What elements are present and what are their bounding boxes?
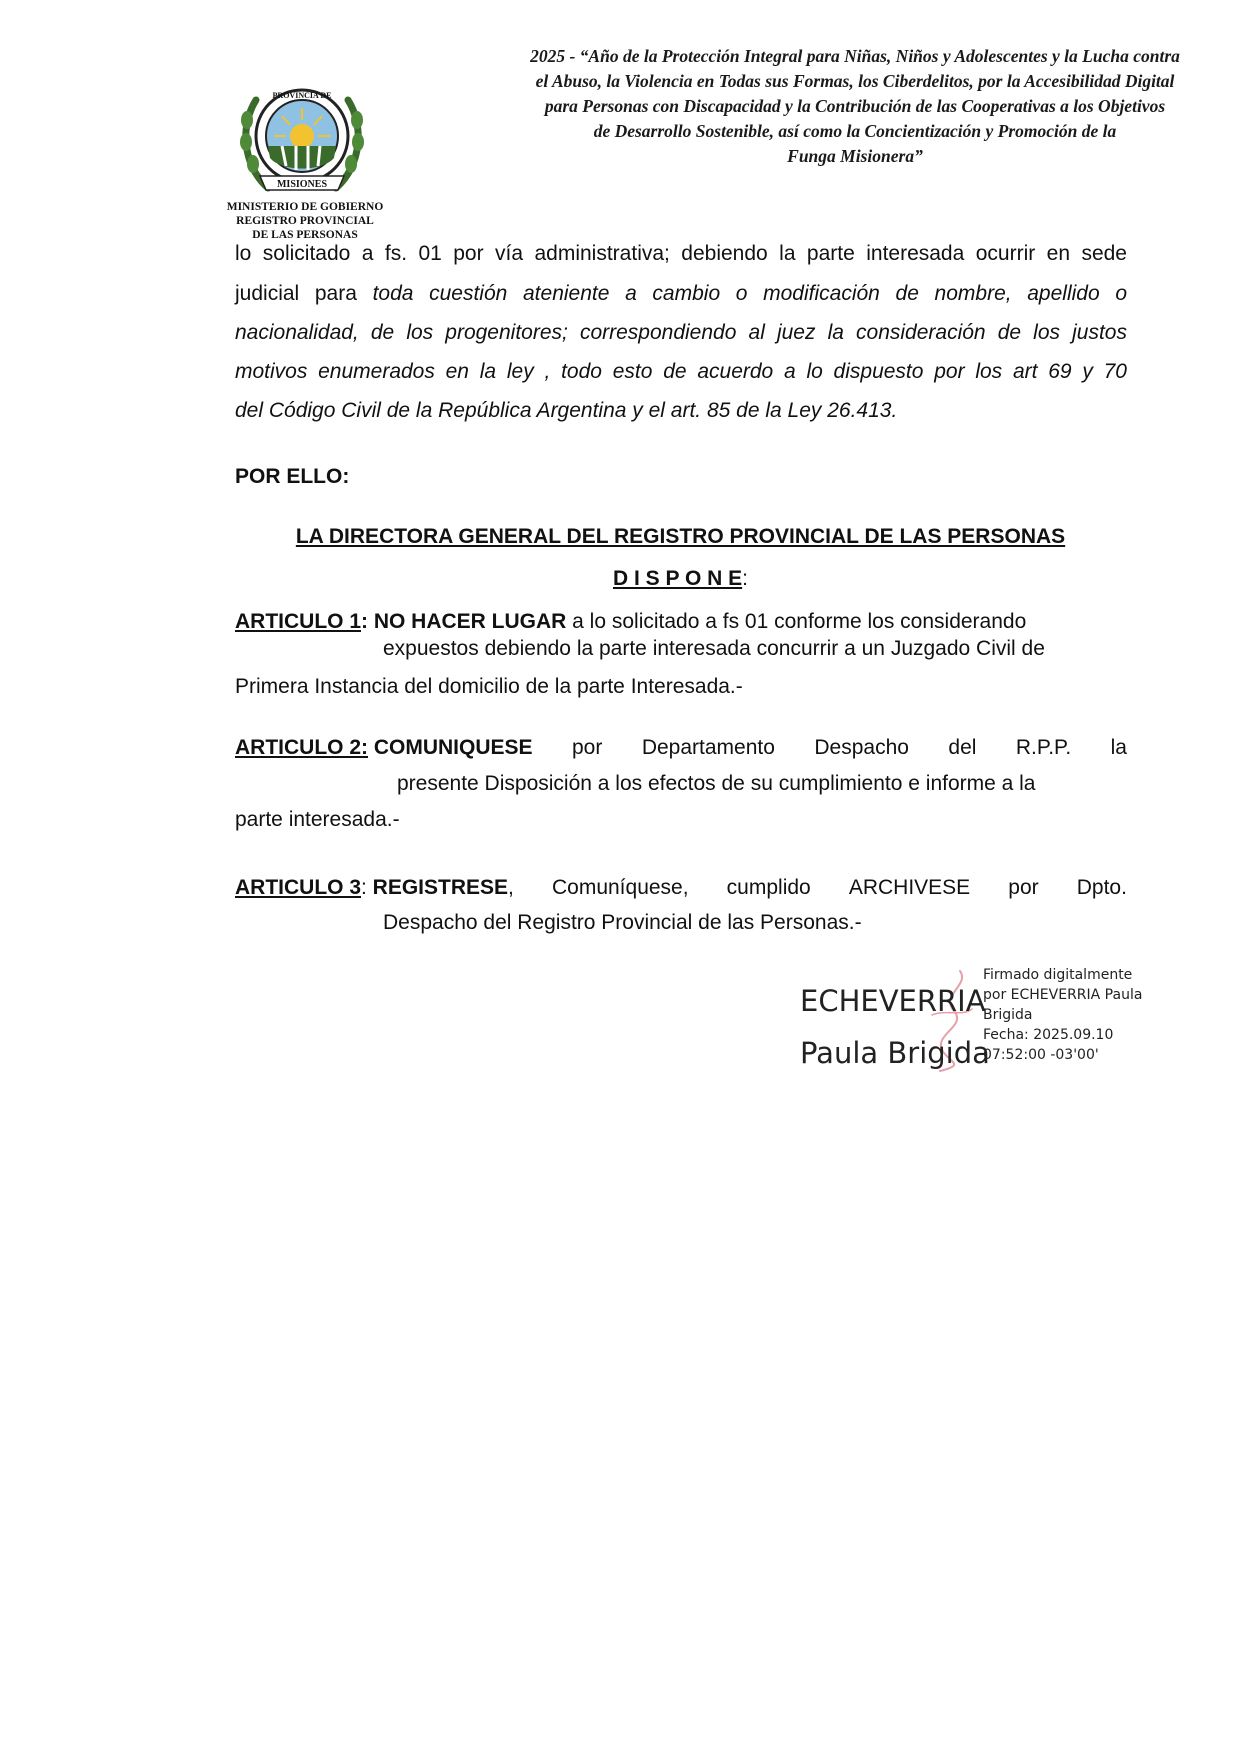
signature-meta-line-1: Firmado digitalmente (983, 967, 1133, 983)
article-1-bold: NO HACER LUGAR (373, 610, 567, 633)
article-2-word-5: R.P.P. (1015, 736, 1072, 759)
por-ello-heading: POR ELLO: (235, 465, 350, 488)
article-1-line-2: expuestos debiendo la parte interesada concurrir a un Juzgado Civil de (383, 637, 1045, 660)
directora-heading: LA DIRECTORA GENERAL DEL REGISTRO PROVINCIAL DE LAS PERSONAS (295, 525, 1066, 548)
article-3-word-2: Comuníquese, (551, 876, 689, 899)
article-2-word-4: del (948, 736, 977, 759)
dispone-heading (0, 567, 1242, 591)
article-3-line-1 (235, 876, 1127, 900)
seal-text-top: PROVINCIA DE (272, 91, 332, 100)
paragraph-line-2-a: judicial para (235, 282, 373, 305)
article-2-bold: COMUNIQUESE (368, 736, 533, 759)
motto-line-1: 2025 - “Año de la Protección Integral para Niñas, Niños y Adolescentes y la Lucha contra (530, 46, 1180, 66)
article-3-line-2: Despacho del Registro Provincial de las Personas.- (383, 911, 862, 934)
signer-name-line-1: ECHEVERRIA (800, 984, 986, 1018)
signer-name-line-2: Paula Brigida (800, 1036, 990, 1070)
ministry-block (200, 200, 410, 242)
motto-line-5: Funga Misionera” (787, 146, 923, 166)
digital-signature-info (983, 965, 1183, 1065)
paragraph-line-2-b: toda cuestión ateniente a cambio o modificación de nombre, apellido o (372, 282, 1127, 305)
article-2-word-1: por (571, 736, 603, 759)
seal-text-bottom: MISIONES (276, 179, 328, 190)
ministry-line-1: MINISTERIO DE GOBIERNO (226, 201, 384, 213)
paragraph-line-2 (235, 282, 1127, 306)
article-3-word-5: por (1008, 876, 1039, 899)
signature-meta-line-3: Brigida (983, 1007, 1033, 1023)
dispone-word: D I S P O N E (613, 567, 743, 590)
article-2-line-3: parte interesada.- (235, 808, 400, 831)
article-1-line-3: Primera Instancia del domicilio de la parte Interesada.- (235, 675, 743, 698)
signature-meta-line-5: 07:52:00 -03'00' (983, 1047, 1099, 1063)
year-motto (490, 44, 1220, 169)
paragraph-line-1: lo solicitado a fs. 01 por vía administrativa; debiendo la parte interesada ocurrir en sede (235, 242, 1127, 265)
article-3-label: ARTICULO 3 (235, 876, 361, 899)
article-3-word-1: , (508, 876, 514, 899)
article-2-word-2: Departamento (641, 736, 775, 759)
article-3-word-6: Dpto. (1076, 876, 1127, 899)
ministry-line-2: REGISTRO PROVINCIAL (236, 215, 374, 227)
dispone-colon: : (742, 567, 748, 590)
paragraph-line-4: motivos enumerados en la ley , todo esto de acuerdo a lo dispuesto por los art 69 y 70 (235, 360, 1127, 383)
signature-meta-line-2: por ECHEVERRIA Paula (983, 987, 1143, 1003)
ministry-line-3: DE LAS PERSONAS (252, 229, 358, 241)
signer-name (800, 975, 990, 1079)
motto-line-2: el Abuso, la Violencia en Todas sus Formas, los Ciberdelitos, por la Accesibilidad Digital (535, 71, 1175, 91)
article-1-colon: : (361, 610, 374, 633)
article-2-word-6: la (1110, 736, 1127, 759)
article-2-label: ARTICULO 2: (235, 736, 368, 759)
motto-line-4: de Desarrollo Sostenible, así como la Concientización y Promoción de la (593, 121, 1117, 141)
article-1-line-1 (235, 610, 1026, 634)
article-3-colon: : (361, 876, 373, 899)
article-3-bold: REGISTRESE (372, 876, 509, 899)
article-2-line-1 (235, 736, 1127, 760)
paragraph-line-3: nacionalidad, de los progenitores; correspondiendo al juez la consideración de los justos (235, 321, 1127, 344)
article-2-word-3: Despacho (814, 736, 909, 759)
paragraph-line-5: del Código Civil de la República Argentina y el art. 85 de la Ley 26.413. (235, 399, 898, 422)
article-1-rest: a lo solicitado a fs 01 conforme los considerando (566, 610, 1027, 633)
article-3-word-3: cumplido (726, 876, 811, 899)
article-2-head (235, 736, 533, 760)
motto-line-3: para Personas con Discapacidad y la Contribución de las Cooperativas a los Objetivos (544, 96, 1166, 116)
article-3-word-4: ARCHIVESE (848, 876, 971, 899)
signature-meta-line-4: Fecha: 2025.09.10 (983, 1027, 1114, 1043)
article-3-head (235, 876, 514, 900)
article-2-line-2: presente Disposición a los efectos de su cumplimiento e informe a la (397, 772, 1036, 795)
article-1-label: ARTICULO 1 (235, 610, 361, 633)
provincia-misiones-seal-icon (238, 80, 366, 198)
